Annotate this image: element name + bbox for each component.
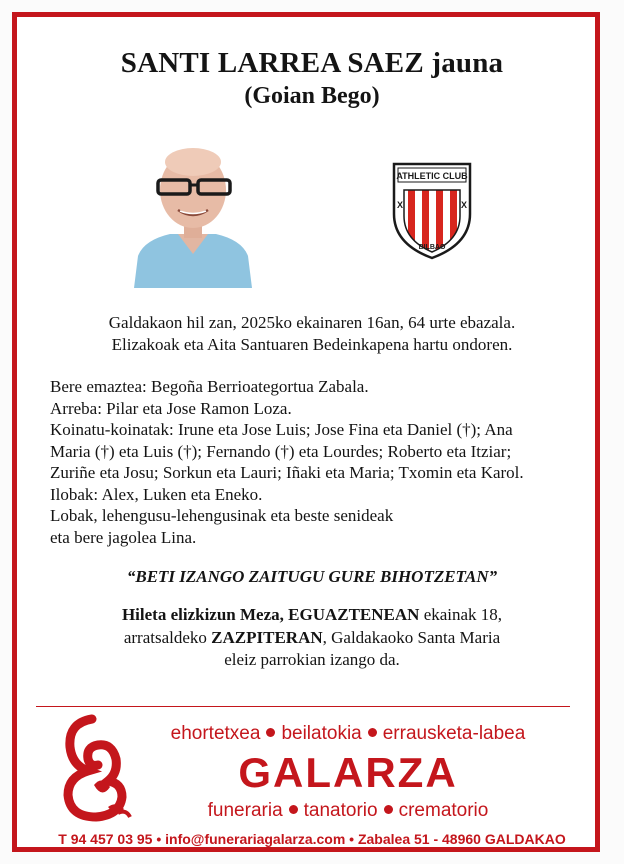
bullet-icon: [266, 728, 275, 737]
service-church: , Galdakaoko Santa Maria: [322, 627, 501, 647]
service-line-1: [0, 604, 624, 627]
death-announcement: [0, 312, 624, 356]
deceased-portrait: [134, 140, 252, 288]
family-line: eta bere jagolea Lina.: [50, 527, 197, 547]
service-item: beilatokia: [281, 723, 362, 744]
svg-text:BILBAO: BILBAO: [418, 244, 446, 251]
service-time-prefix: arratsaldeko: [123, 627, 212, 647]
family-line: Zuriñe eta Josu; Sorkun eta Lauri; Iñaki eta Maria; Txomin eta Karol.: [50, 463, 524, 482]
family-line: Ilobak: Alex, Luken eta Eneko.: [50, 484, 263, 504]
family-line: Lobak, lehengusu-lehengusinak eta beste senideak: [50, 506, 394, 525]
services-basque: [148, 723, 548, 745]
deceased-nickname: (Goian Bego): [244, 83, 380, 109]
bullet-icon: [368, 728, 377, 737]
family-line: Maria (†) eta Luis (†); Fernando (†) eta Lourdes; Roberto eta Itziar;: [50, 441, 512, 461]
service-day: Hileta elizkizun Meza, EGUAZTENEAN: [121, 605, 420, 624]
family-line: Arreba: Pilar eta Jose Ramon Loza.: [50, 398, 292, 418]
service-item: errausketa-labea: [382, 723, 526, 744]
sacraments-line: Elizakoak eta Aita Santuaren Bedeinkapena hartu ondoren.: [111, 335, 513, 354]
funeral-service-info: [0, 604, 624, 672]
bullet-icon: [289, 805, 298, 814]
bullet-icon: [384, 805, 393, 814]
death-date-line: Galdakaon hil zan, 2025ko ekainaren 16an, 64 urte ebazala.: [108, 313, 516, 332]
svg-text:ATHLETIC CLUB: ATHLETIC CLUB: [396, 171, 468, 181]
service-line-2: [0, 627, 624, 650]
family-list: [50, 376, 570, 548]
service-time: ZAZPITERAN: [211, 627, 323, 647]
service-item: ehortetxea: [170, 723, 261, 744]
athletic-club-crest-icon: [386, 160, 478, 260]
service-date: ekainak 18,: [419, 605, 503, 624]
svg-text:X: X: [397, 200, 404, 210]
svg-text:X: X: [461, 200, 468, 210]
deceased-name: SANTI LARREA SAEZ jauna: [120, 47, 504, 79]
memorial-quote: “BETI IZANGO ZAITUGU GURE BIHOTZETAN”: [126, 567, 498, 586]
funeral-home-name: GALARZA: [238, 749, 458, 796]
service-item: crematorio: [398, 800, 489, 821]
section-divider: [36, 706, 570, 707]
family-line: Koinatu-koinatak: Irune eta Jose Luis; Jose Fina eta Daniel (†); Ana: [50, 420, 513, 439]
galarza-logo-icon: [58, 713, 132, 823]
service-line-3: eleiz parrokian izango da.: [224, 650, 400, 669]
services-spanish: [148, 800, 548, 822]
contact-footer: T 94 457 03 95 • info@funerariagalarza.com • Zabalea 51 - 48960 GALDAKAO: [58, 831, 566, 847]
family-line: Bere emaztea: Begoña Berrioategortua Zabala.: [50, 377, 369, 396]
service-item: funeraria: [207, 800, 283, 821]
service-item: tanatorio: [303, 800, 378, 821]
